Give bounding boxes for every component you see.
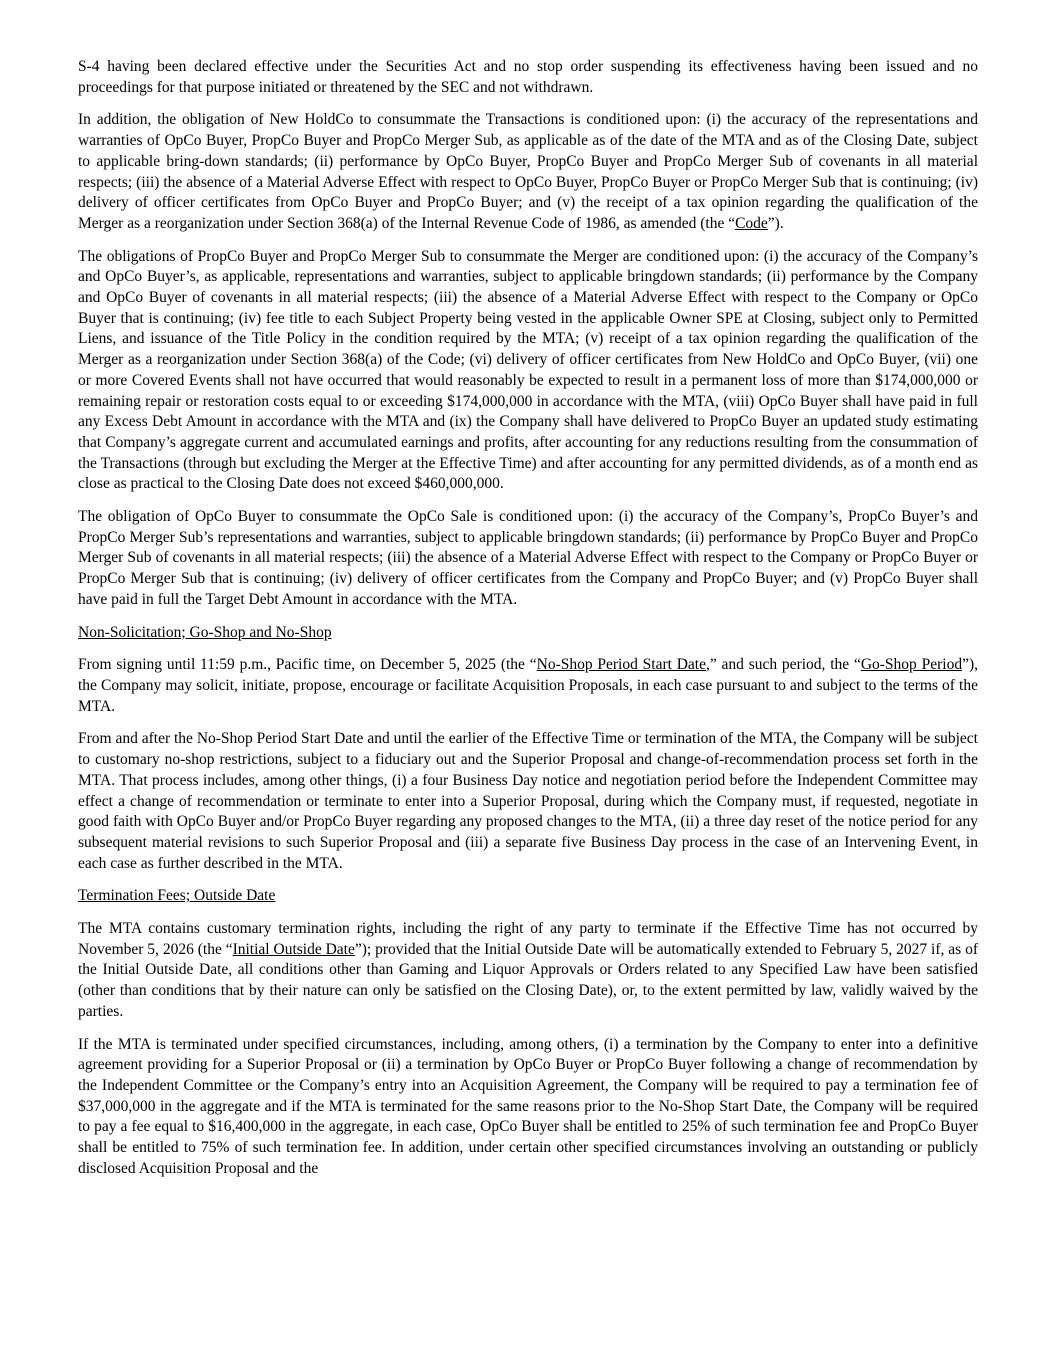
paragraph-termination-rights [78, 919, 978, 1023]
defined-term-initial-outside-date: Initial Outside Date [232, 940, 355, 958]
paragraph-opco-conditions: The obligation of OpCo Buyer to consummate the OpCo Sale is conditioned upon: (i) the accuracy of the Company’s, PropCo Buyer’s and PropCo Merger Sub’s representations and warranties, subject to applicable bringdown standards; (ii) performance by PropCo Buyer and PropCo Merger Sub of covenants in all material respects; (iii) the absence of a Material Adverse Effect with respect to the Company or PropCo Buyer or PropCo Merger Sub that is continuing; (iv) delivery of officer certificates from the Company and PropCo Buyer; and (v) PropCo Buyer shall have paid in full the Target Debt Amount in accordance with the MTA. [78, 508, 978, 608]
paragraph-text: ”), the Company may solicit, initiate, propose, encourage or facilitate Acquisition Proposals, in each case pursuant to and subject to the terms of the MTA. [78, 656, 978, 715]
paragraph-new-holdco-conditions [78, 110, 978, 234]
paragraph-propco-conditions: The obligations of PropCo Buyer and PropCo Merger Sub to consummate the Merger are conditioned upon: (i) the accuracy of the Company’s and OpCo Buyer’s, as applicable, representations and warranties, subject to applicable bringdown standards; (ii) performance by the Company and OpCo Buyer of covenants in all material respects; (iii) the absence of a Material Adverse Effect with respect to the Company or OpCo Buyer that is continuing; (iv) fee title to each Subject Property being vested in the applicable Owner SPE at Closing, subject only to Permitted Liens, and issuance of the Title Policy in the condition required by the MTA; (v) receipt of a tax opinion regarding the qualification of the Merger as a reorganization under Section 368(a) of the Code; (vi) delivery of officer certificates from New HoldCo and OpCo Buyer, (vii) one or more Covered Events shall not have occurred that would reasonably be expected to result in a permanent loss of more than $174,000,000 or remaining repair or restoration costs equal to or exceeding $174,000,000 in accordance with the MTA, (viii) OpCo Buyer shall have paid in full any Excess Debt Amount in accordance with the MTA and (ix) the Company shall have delivered to PropCo Buyer an updated study estimating that Company’s aggregate current and accumulated earnings and profits, after accounting for any reductions resulting from the consummation of the Transactions (through but excluding the Merger at the Effective Time) and after accounting for any permitted dividends, as of a month end as close as practical to the Closing Date does not exceed $460,000,000. [78, 247, 978, 493]
defined-term-code: Code [735, 214, 768, 232]
paragraph-text: ”). [767, 214, 784, 232]
paragraph-go-shop [78, 655, 978, 717]
paragraph-text: The MTA contains customary termination rights, including the right of any party to terminate if the Effective Time has not occurred by November 5, 2026 (the “ [78, 920, 978, 958]
document-body [78, 57, 978, 1191]
paragraph-termination-fee: If the MTA is terminated under specified circumstances, including, among others, (i) a termination by the Company to enter into a definitive agreement providing for a Superior Proposal or (ii) a termination by OpCo Buyer or PropCo Buyer following a change of recommendation by the Independent Committee or the Company’s entry into an Acquisition Agreement, the Company will be required to pay a termination fee of $37,000,000 in the aggregate and if the MTA is terminated for the same reasons prior to the No-Shop Start Date, the Company will be required to pay a fee equal to $16,400,000 in the aggregate, in each case, OpCo Buyer shall be entitled to 25% of such termination fee and PropCo Buyer shall be entitled to 75% of such termination fee. In addition, under certain other specified circumstances involving an outstanding or publicly disclosed Acquisition Proposal and the [78, 1035, 978, 1177]
paragraph-s4-effectiveness: S-4 having been declared effective under the Securities Act and no stop order suspending its effectiveness having been issued and no proceedings for that purpose initiated or threatened by the SEC and not withdrawn. [78, 58, 978, 96]
paragraph-text: ,” and such period, the “ [706, 656, 861, 674]
paragraph-no-shop: From and after the No-Shop Period Start Date and until the earlier of the Effective Time or termination of the MTA, the Company will be subject to customary no-shop restrictions, subject to a fiduciary out and the Superior Proposal and change-of-recommendation process set forth in the MTA. That process includes, among other things, (i) a four Business Day notice and negotiation period before the Independent Committee may effect a change of recommendation or terminate to enter into a Superior Proposal, during which the Company must, if requested, negotiate in good faith with OpCo Buyer and/or PropCo Buyer regarding any proposed changes to the MTA, (ii) a three day reset of the notice period for any subsequent material revisions to such Superior Proposal and (iii) a separate five Business Day process in the case of an Intervening Event, in each case as further described in the MTA. [78, 730, 978, 872]
section-heading-text: Non-Solicitation; Go-Shop and No-Shop [78, 623, 332, 641]
defined-term-no-shop-period-start-date: No-Shop Period Start Date [536, 656, 706, 674]
paragraph-text: In addition, the obligation of New HoldCo to consummate the Transactions is conditioned upon: (i) the accuracy of the representations and warranties of OpCo Buyer, PropCo Buyer and PropCo Merger Sub, as applicable as of the date of the MTA and as of the Closing Date, subject to applicable bring-down standards; (ii) performance by OpCo Buyer, PropCo Buyer and PropCo Merger Sub of covenants in all material respects; (iii) the absence of a Material Adverse Effect with respect to OpCo Buyer, PropCo Buyer or PropCo Merger Sub that is continuing; (iv) delivery of officer certificates from OpCo Buyer and PropCo Buyer; and (v) the receipt of a tax opinion regarding the qualification of the Merger as a reorganization under Section 368(a) of the Internal Revenue Code of 1986, as amended (the “ [78, 111, 978, 232]
defined-term-go-shop-period: Go-Shop Period [860, 656, 963, 674]
section-heading-text: Termination Fees; Outside Date [78, 887, 276, 905]
paragraph-text: From signing until 11:59 p.m., Pacific time, on December 5, 2025 (the “ [78, 656, 537, 674]
section-heading-non-solicitation [78, 623, 978, 644]
section-heading-termination-fees [78, 886, 978, 907]
paragraph-text: ”); provided that the Initial Outside Date will be automatically extended to February 5, 2027 if, as of the Initial Outside Date, all conditions other than Gaming and Liquor Approvals or Orders related to any Specified Law have been satisfied (other than conditions that by their nature can only be satisfied on the Closing Date), or, to the extent permitted by law, validly waived by the parties. [78, 940, 978, 1020]
